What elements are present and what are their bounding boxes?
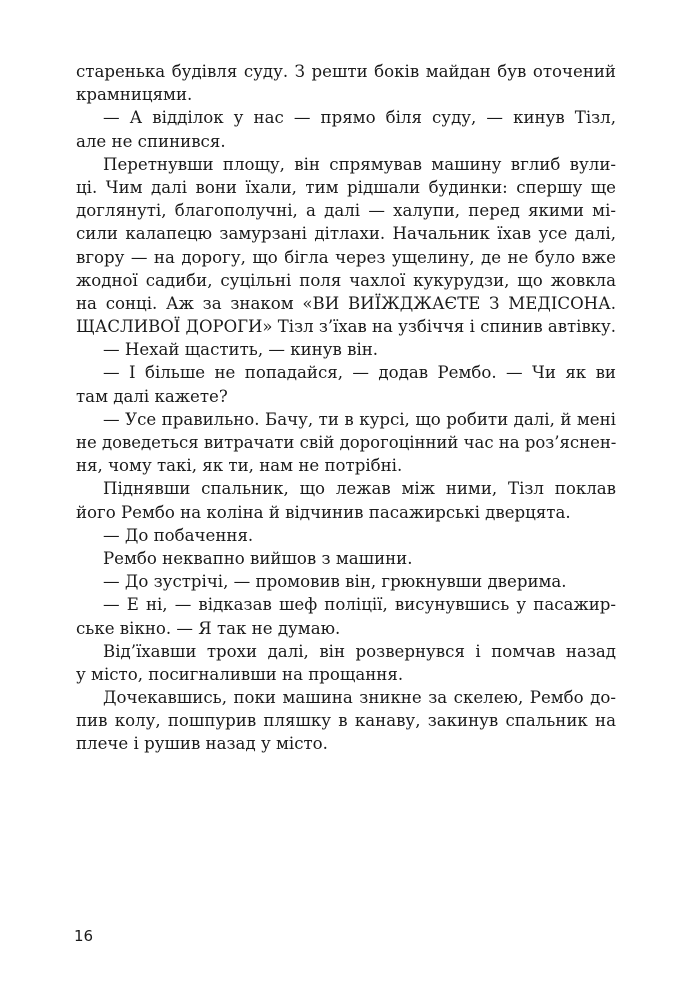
text-line: плече і рушив назад у місто.: [76, 734, 328, 754]
text-line: сили калапецю замурзані дітлахи. Начальник їхав усе далі,: [76, 224, 616, 244]
text-line: — До зустрічі, — промовив він, грюкнувши дверима.: [103, 572, 567, 592]
text-line: Дочекавшись, поки машина зникне за скелею, Рембо до-: [103, 688, 616, 708]
text-line: у місто, посигналивши на прощання.: [76, 664, 404, 684]
text-line: ці. Чим далі вони їхали, тим рідшали будинки: спершу ще: [76, 177, 616, 197]
text-line: на сонці. Аж за знаком «ВИ ВИЇЖДЖАЄТЕ З МЕДІСОНА.: [76, 293, 616, 313]
text-line: Піднявши спальник, що лежав між ними, Тізл поклав: [103, 479, 616, 499]
text-line: його Рембо на коліна й відчинив пасажирські дверцята.: [76, 502, 571, 522]
text-line: не доведеться витрачати свій дорогоцінний час на роз’яснен-: [76, 433, 617, 452]
text-line: Від’їхавши трохи далі, він розвернувся і помчав назад: [103, 641, 616, 661]
text-line: жодної садиби, суцільні поля чахлої кукурудзи, що жовкла: [76, 270, 616, 290]
text-line: ЩАСЛИВОЇ ДОРОГИ» Тізл з’їхав на узбіччя і спинив автівку.: [76, 317, 616, 337]
body-text: [76, 60, 616, 756]
text-line: там далі кажете?: [76, 386, 228, 406]
text-line: Перетнувши площу, він спрямував машину вглиб вули-: [103, 154, 616, 174]
text-line: доглянуті, благополучні, а далі — халупи, перед якими мі-: [76, 201, 616, 221]
page-number: 16: [74, 927, 94, 945]
text-line: пив колу, пошпурив пляшку в канаву, закинув спальник на: [76, 711, 616, 731]
text-line: — До побачення.: [103, 525, 254, 545]
text-line: — Е ні, — відказав шеф поліції, висунувшись у пасажир-: [103, 595, 616, 615]
text-line: Рембо неквапно вийшов з машини.: [103, 548, 413, 568]
text-line: ня, чому такі, як ти, нам не потрібні.: [76, 456, 403, 476]
text-line: але не спинився.: [76, 131, 226, 151]
text-line: ське вікно. — Я так не думаю.: [76, 618, 341, 638]
text-line: — І більше не попадайся, — додав Рембо. — Чи як ви: [103, 363, 616, 383]
text-line: старенька будівля суду. З решти боків майдан був оточений: [76, 62, 616, 81]
text-line: вгору — на дорогу, що бігла через ущелину, де не було вже: [76, 247, 616, 267]
text-line: крамницями.: [76, 85, 193, 105]
text-line: — А відділок у нас — прямо біля суду, — кинув Тізл,: [103, 108, 616, 128]
text-line: — Нехай щастить, — кинув він.: [103, 340, 379, 360]
text-line: — Усе правильно. Бачу, ти в курсі, що робити далі, й мені: [103, 409, 616, 429]
